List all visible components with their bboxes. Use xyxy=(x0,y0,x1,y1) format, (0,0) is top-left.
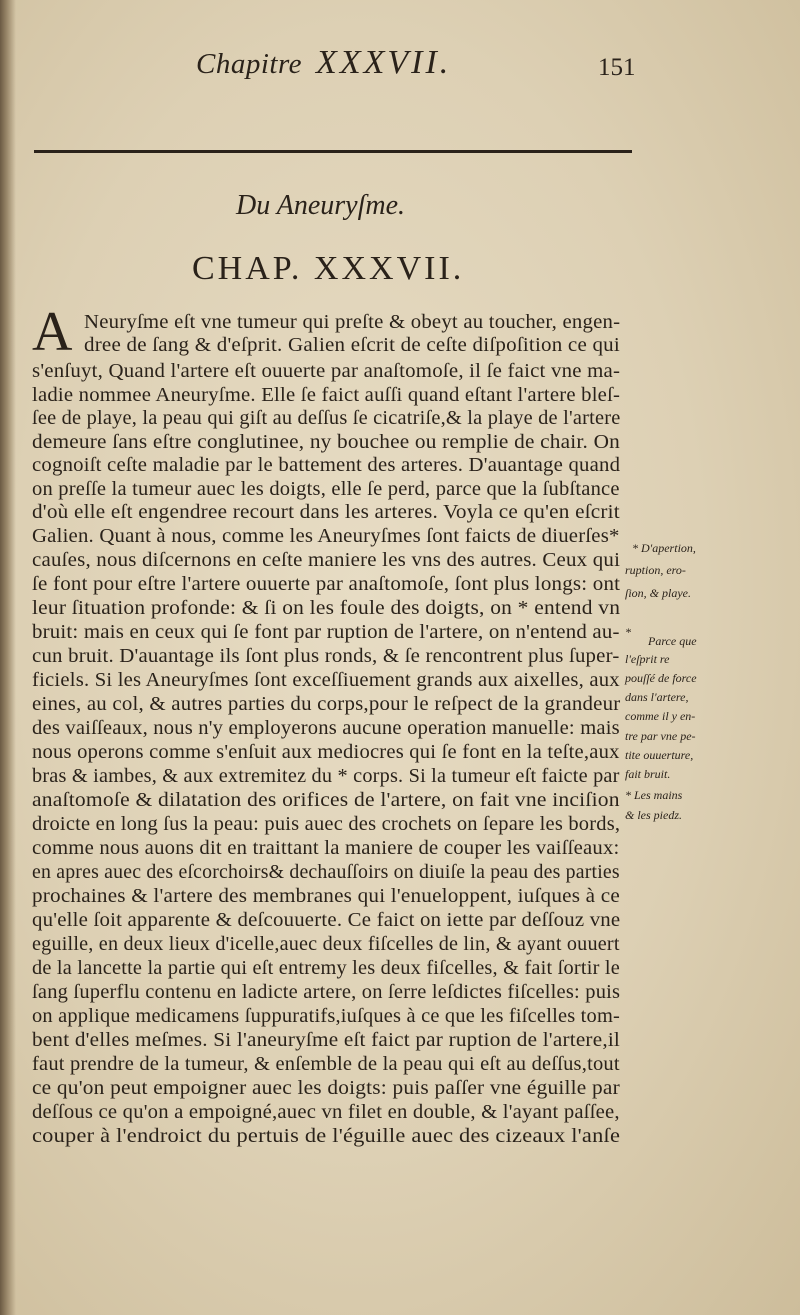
running-head-title: Chapitre xyxy=(196,48,303,80)
page-number: 151 xyxy=(598,54,636,81)
text-line: d'où elle eſt engendree recourt dans les arteres. Voyla ce qu'en eſcrit xyxy=(32,501,620,523)
text-line: comme nous auons dit en traittant la maniere de couper les vaiſſeaux: xyxy=(32,837,620,859)
drop-initial: A xyxy=(32,301,73,363)
text-line: droicte en long ſus la peau: puis auec des crochets on ſepare les bords, xyxy=(32,813,621,835)
margin-note: tre par vne pe- xyxy=(625,729,696,743)
margin-note: Parce que xyxy=(648,634,697,648)
margin-note: ſion, & playe. xyxy=(625,586,691,600)
text-line: bras & iambes, & aux extremitez du * corps. Si la tumeur eſt faicte par xyxy=(32,765,620,787)
text-line: ficiels. Si les Aneuryſmes ſont exceſſiuement grands aux aixelles, aux xyxy=(32,669,620,691)
text-line: cun bruit. D'auantage ils ſont plus ronds, & ſe rencontrent plus ſuper- xyxy=(32,645,620,667)
margin-note: l'eſprit re xyxy=(625,652,670,666)
text-line: eines, au col, & autres parties du corps,pour le reſpect de la grandeur xyxy=(32,693,621,715)
text-line: deſſous ce qu'on a empoigné,auec vn filet en double, & l'ayant paſſee, xyxy=(32,1101,620,1123)
text-line: dree de ſang & d'eſprit. Galien eſcrit de ceſte diſpoſition ce qui xyxy=(84,334,620,356)
text-line: demeure ſans eſtre conglutinee, ny bouchee ou remplie de chair. On xyxy=(32,431,620,453)
text-line: des vaiſſeaux, nous n'y employerons aucune operation manuelle: mais xyxy=(32,717,620,739)
margin-note: * Les mains xyxy=(625,788,683,802)
text-line: Galien. Quant à nous, comme les Aneuryſmes ſont faicts de diuerſes* xyxy=(32,525,620,547)
chapter-title: CHAP. XXXVII. xyxy=(192,250,465,287)
margin-note: * xyxy=(625,625,631,639)
running-head-numeral: XXXVII. xyxy=(316,44,452,81)
text-line: ladie nommee Aneuryſme. Elle ſe faict auſſi quand eſtant l'artere bleſ- xyxy=(32,384,621,406)
text-line: bruit: mais en ceux qui ſe font par ruption de l'artere, on n'entend au- xyxy=(32,621,620,643)
text-line: faut prendre de la tumeur, & enſemble de la peau qui eſt au deſſus,tout xyxy=(32,1053,620,1075)
text-line: Neuryſme eſt vne tumeur qui preſte & obeyt au toucher, engen- xyxy=(84,311,621,333)
text-line: on applique medicamens ſuppuratifs,iuſques à ce que les fiſcelles tom- xyxy=(32,1005,621,1027)
margin-note: comme il y en- xyxy=(625,709,696,723)
text-line: s'enſuyt, Quand l'artere eſt ouuerte par anaſtomoſe, il ſe faict vne ma- xyxy=(32,360,621,382)
margin-note: pouſſé de force xyxy=(625,671,697,685)
text-line: leur ſituation profonde: & ſi on les foule des doigts, on * entend vn xyxy=(32,597,621,619)
margin-note: fait bruit. xyxy=(625,767,671,781)
margin-note: & les piedz. xyxy=(625,808,682,822)
margin-note: ruption, ero- xyxy=(625,563,686,577)
text-line: ſee de playe, la peau qui giſt au deſſus ſe cicatriſe,& la playe de l'artere xyxy=(32,407,621,429)
text-line: cauſes, nous diſcernons en ceſte maniere les vns des autres. Ceux qui xyxy=(32,549,621,571)
text-line: prochaines & l'artere des membranes qui l'enueloppent, iuſques à ce xyxy=(32,885,620,907)
text-line: ſe font pour eſtre l'artere ouuerte par anaſtomoſe, ſont plus longs: ont xyxy=(32,573,621,595)
text-line: qu'elle ſoit apparente & deſcouuerte. Ce faict on iette par deſſouz vne xyxy=(32,909,621,931)
text-line: eguille, en deux lieux d'icelle,auec deux fiſcelles de lin, & ayant ouuert xyxy=(32,933,620,955)
text-line: anaſtomoſe & dilatation des orifices de l'artere, on fait vne inciſion xyxy=(32,789,620,811)
text-line: nous operons comme s'enſuit aux mediocres qui ſe font en la teſte,aux xyxy=(32,741,620,763)
text-line: on preſſe la tumeur auec les doigts, elle ſe perd, parce que la ſubſtance xyxy=(32,478,620,500)
margin-note: * D'apertion, xyxy=(632,541,696,555)
text-line: ce qu'on peut empoigner auec les doigts: puis paſſer vne éguille par xyxy=(32,1077,620,1099)
text-line: de la lancette la partie qui eſt entremy les deux fiſcelles, & fait ſortir le xyxy=(32,957,620,979)
text-line: ſang ſuperflu contenu en ladicte artere, on ſerre leſdictes fiſcelles: puis xyxy=(32,981,621,1003)
text-line: couper à l'endroict du pertuis de l'éguille auec des cizeaux l'anſe xyxy=(32,1125,621,1147)
section-title: Du Aneuryſme. xyxy=(236,190,405,221)
margin-note: dans l'artere, xyxy=(625,690,689,704)
text-line: cognoiſt ceſte maladie par le battement des arteres. D'auantage quand xyxy=(32,454,621,476)
text-line: bent d'elles meſmes. Si l'aneuryſme eſt faict par ruption de l'artere,il xyxy=(32,1029,621,1051)
text-line: en apres auec des eſcorchoirs& dechauſſoirs on diuiſe la peau des parties xyxy=(32,861,620,883)
margin-note: tite ouuerture, xyxy=(625,748,694,762)
